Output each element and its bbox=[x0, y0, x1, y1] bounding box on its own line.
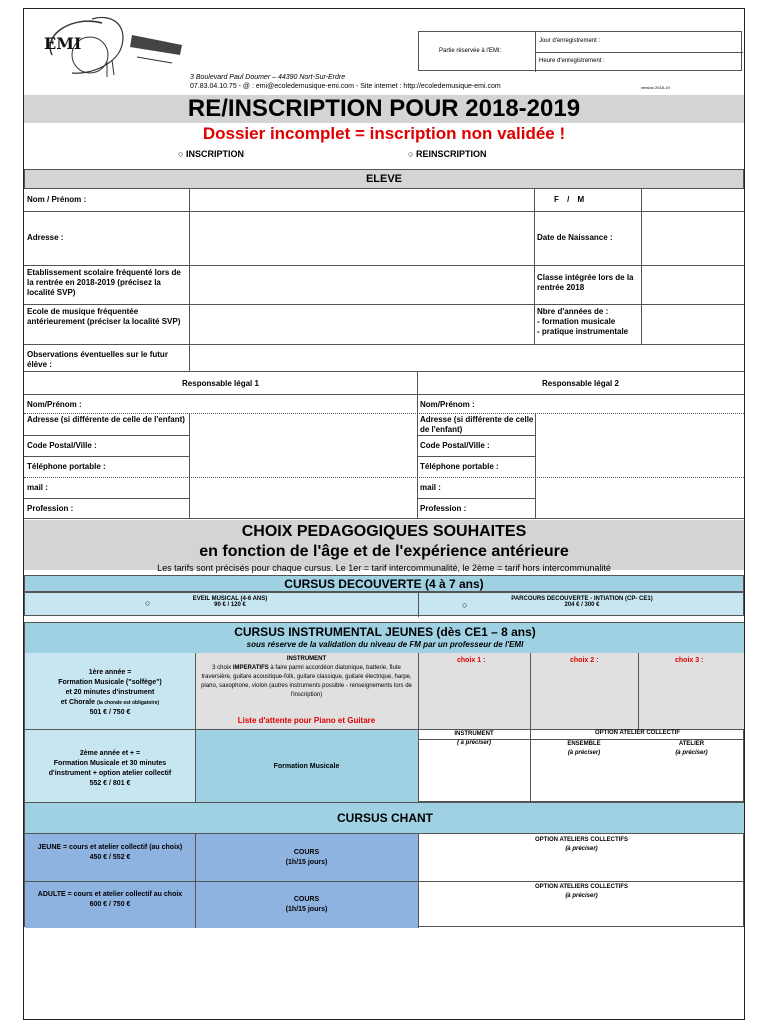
r2-nom: Nom/Prénom : bbox=[420, 400, 475, 409]
school-address: 3 Boulevard Paul Doumer – 44390 Nort-Sur-Erdre bbox=[190, 74, 346, 81]
adulte-cours-freq: (1h/15 jours) bbox=[285, 906, 328, 913]
instrumental-subheading: sous réserve de la validation du niveau de FM par un professeur de l'EMI bbox=[246, 640, 524, 649]
label-ecole: Ecole de musique fréquentée antérieurement (préciser la localité SVP) bbox=[27, 307, 181, 326]
reserved-box bbox=[418, 31, 742, 71]
chant-jeune-prix: 450 € / 552 € bbox=[89, 854, 131, 861]
reserved-label: Partie réservée à l'EMI: bbox=[439, 48, 502, 54]
r2-heading: Responsable légal 2 bbox=[542, 379, 619, 388]
atelier-sub: (à préciser) bbox=[675, 750, 708, 756]
input-classe[interactable] bbox=[642, 266, 742, 303]
input-nom[interactable] bbox=[190, 190, 533, 210]
form-page bbox=[23, 8, 745, 1020]
school-contact: 07.83.04.10.75 - @ : emi@ecoledemusique-emi.com - Site internet : http://ecoledemusique-emi.com bbox=[190, 83, 501, 90]
instrument-col bbox=[418, 730, 530, 748]
annees-fm: - formation musicale bbox=[537, 317, 616, 326]
chant-jeune-label: JEUNE = cours et atelier collectif (au choix) bbox=[37, 844, 183, 851]
input-ecole[interactable] bbox=[190, 305, 533, 343]
jeune-option-label: OPTION ATELIERS COLLECTIFS bbox=[535, 837, 628, 843]
r1-cp: Code Postal/Ville : bbox=[27, 441, 97, 450]
chant-jeune-cours bbox=[195, 848, 418, 868]
r2-tel: Téléphone portable : bbox=[420, 462, 499, 471]
year2-prix: 552 € / 801 € bbox=[89, 780, 131, 787]
year1-block bbox=[27, 668, 193, 718]
year1-fm: Formation Musicale ("solfège") bbox=[58, 679, 162, 686]
decouverte-heading: CURSUS DECOUVERTE (4 à 7 ans) bbox=[24, 575, 744, 592]
emi-logo bbox=[32, 15, 192, 81]
option-atelier-title: OPTION ATELIER COLLECTIF bbox=[595, 730, 680, 736]
instrumental-heading: CURSUS INSTRUMENTAL JEUNES (dès CE1 – 8 ans) bbox=[234, 625, 536, 639]
instrument-text-bold: IMPERATIFS bbox=[232, 665, 269, 671]
label-observations: Observations éventuelles sur le futur élève : bbox=[27, 350, 168, 369]
r1-mail: mail : bbox=[27, 483, 48, 492]
decouverte-row bbox=[24, 592, 744, 616]
page-title: RE/INSCRIPTION POUR 2018-2019 bbox=[187, 95, 581, 122]
atelier-title: ATELIER bbox=[678, 741, 705, 747]
year1-chorale: et Chorale bbox=[60, 699, 96, 706]
annees-title: Nbre d'années de : bbox=[537, 307, 609, 316]
choix3-label[interactable]: choix 3 : bbox=[675, 657, 704, 664]
eveil-block bbox=[165, 596, 295, 608]
chant-heading: CURSUS CHANT bbox=[25, 803, 745, 833]
chant-jeune-option[interactable] bbox=[418, 836, 745, 854]
r2-cp: Code Postal/Ville : bbox=[420, 441, 490, 450]
radio-reinscription-icon[interactable]: ○ bbox=[408, 149, 414, 159]
parcours-block bbox=[475, 596, 689, 608]
input-naissance[interactable] bbox=[642, 212, 742, 264]
instrument-text-body: à faire parmi accordéon diatonique, batterie, flute traversière, guitare acoustique-folk, guitare classique, guitare électrique, harpe, piano, saxophone, violon (autres instruments possible - renseignements lors de l'inscription) bbox=[201, 665, 412, 698]
adulte-cours-label: COURS bbox=[293, 896, 320, 903]
annees-block bbox=[537, 307, 641, 337]
year1-title: 1ère année = bbox=[88, 669, 132, 676]
input-etablissement[interactable] bbox=[190, 266, 533, 303]
label-etablissement: Etablissement scolaire fréquenté lors de la rentrée en 2018-2019 (précisez la localité SVP) bbox=[27, 268, 181, 297]
year1-prix: 501 € / 750 € bbox=[89, 709, 131, 716]
responsables-grid bbox=[24, 372, 744, 519]
instrumental-section bbox=[24, 622, 744, 802]
label-nom: Nom / Prénom : bbox=[27, 195, 87, 204]
eleve-grid bbox=[24, 189, 744, 372]
jeune-cours-label: COURS bbox=[293, 849, 320, 856]
instrument-title: INSTRUMENT bbox=[286, 656, 327, 662]
warning-text: Dossier incomplet = inscription non validée ! bbox=[202, 124, 566, 143]
label-classe: Classe intégrée lors de la rentrée 2018 bbox=[537, 273, 634, 292]
chant-jeune-block bbox=[27, 843, 193, 863]
fm-label: Formation Musicale bbox=[273, 763, 340, 770]
jeune-option-sub: (à préciser) bbox=[565, 846, 598, 852]
r1-adresse: Adresse (si différente de celle de l'enfant) bbox=[27, 415, 185, 424]
adulte-option-label: OPTION ATELIERS COLLECTIFS bbox=[535, 884, 628, 890]
parcours-label: PARCOURS DECOUVERTE - INTIATION (CP- CE1) bbox=[511, 596, 653, 602]
attente-note: Liste d'attente pour Piano et Guitare bbox=[237, 716, 376, 725]
tarifs-note: Les tarifs sont précisés pour chaque cursus. Le 1er = tarif intercommunalité, le 2ème = tarif hors intercommunalité bbox=[157, 563, 611, 573]
eveil-label: EVEIL MUSICAL (4-6 ANS) bbox=[192, 596, 268, 602]
chant-adulte-prix: 600 € / 750 € bbox=[89, 901, 131, 908]
radio-eveil-icon[interactable]: ○ bbox=[145, 598, 151, 608]
label-naissance: Date de Naissance : bbox=[537, 233, 613, 242]
input-adresse[interactable] bbox=[190, 212, 533, 264]
eleve-heading: ELEVE bbox=[24, 169, 744, 189]
input-observations[interactable] bbox=[190, 345, 742, 371]
instrument-text-pre: 3 choix bbox=[212, 665, 232, 671]
year2-block bbox=[27, 749, 193, 789]
chant-section bbox=[24, 802, 744, 927]
choix2-label[interactable]: choix 2 : bbox=[570, 657, 599, 664]
year2-title: 2ème année et + = bbox=[79, 750, 141, 757]
r1-nom: Nom/Prénom : bbox=[27, 400, 82, 409]
instrument-text bbox=[197, 664, 416, 700]
r1-profession: Profession : bbox=[27, 504, 74, 513]
choix-subtitle: en fonction de l'âge et de l'expérience antérieure bbox=[199, 543, 569, 560]
r1-heading: Responsable légal 1 bbox=[182, 379, 259, 388]
version-label: version 2018-19 bbox=[641, 85, 670, 90]
registration-day[interactable]: Jour d'enregistrement : bbox=[539, 38, 601, 44]
jeune-cours-freq: (1h/15 jours) bbox=[285, 859, 328, 866]
chant-adulte-label: ADULTE = cours et atelier collectif au choix bbox=[37, 891, 183, 898]
option-reinscription-label: REINSCRIPTION bbox=[415, 149, 487, 159]
chant-adulte-option[interactable] bbox=[418, 883, 745, 901]
label-adresse: Adresse : bbox=[27, 233, 64, 242]
choix-title: CHOIX PEDAGOGIQUES SOUHAITES bbox=[241, 523, 527, 540]
radio-inscription-icon[interactable]: ○ bbox=[178, 149, 184, 159]
ensemble-col bbox=[530, 740, 638, 758]
annees-instr: - pratique instrumentale bbox=[537, 327, 629, 336]
option-inscription-label: INSCRIPTION bbox=[185, 149, 244, 159]
instrument-choice-block bbox=[197, 655, 416, 700]
r2-adresse: Adresse (si différente de celle de l'enfant) bbox=[420, 415, 534, 434]
year2-instr: d'instrument + option atelier collectif bbox=[48, 770, 172, 777]
year1-chorale-line bbox=[27, 698, 193, 708]
chant-adulte-block bbox=[27, 890, 193, 910]
instrument-col-title: INSTRUMENT bbox=[454, 731, 494, 737]
year1-instr: et 20 minutes d'instrument bbox=[65, 689, 155, 696]
ensemble-title: ENSEMBLE bbox=[567, 741, 601, 747]
parcours-prix: 204 € / 300 € bbox=[564, 602, 600, 608]
ensemble-sub: (à préciser) bbox=[567, 750, 601, 756]
choix1-label[interactable]: choix 1 : bbox=[457, 657, 486, 664]
r1-tel: Téléphone portable : bbox=[27, 462, 106, 471]
r2-mail: mail : bbox=[420, 483, 441, 492]
chant-adulte-cours bbox=[195, 895, 418, 915]
radio-parcours-icon[interactable]: ○ bbox=[462, 600, 468, 610]
year2-fm: Formation Musicale et 30 minutes bbox=[53, 760, 167, 767]
label-sexe[interactable]: F / M bbox=[554, 195, 585, 204]
adulte-option-sub: (à préciser) bbox=[565, 893, 598, 899]
registration-time[interactable]: Heure d'enregistrement : bbox=[539, 58, 605, 64]
option-inscription[interactable] bbox=[178, 149, 244, 159]
input-annees[interactable] bbox=[642, 305, 742, 343]
year1-chorale-note: (la chorale est obligatoire) bbox=[96, 700, 160, 706]
eveil-prix: 90 € / 120 € bbox=[214, 602, 246, 608]
logo-text: EMI bbox=[44, 34, 82, 53]
r2-profession: Profession : bbox=[420, 504, 467, 513]
instrument-col-sub: ( à préciser) bbox=[456, 740, 492, 746]
option-reinscription[interactable] bbox=[408, 149, 486, 159]
atelier-col bbox=[638, 740, 745, 758]
